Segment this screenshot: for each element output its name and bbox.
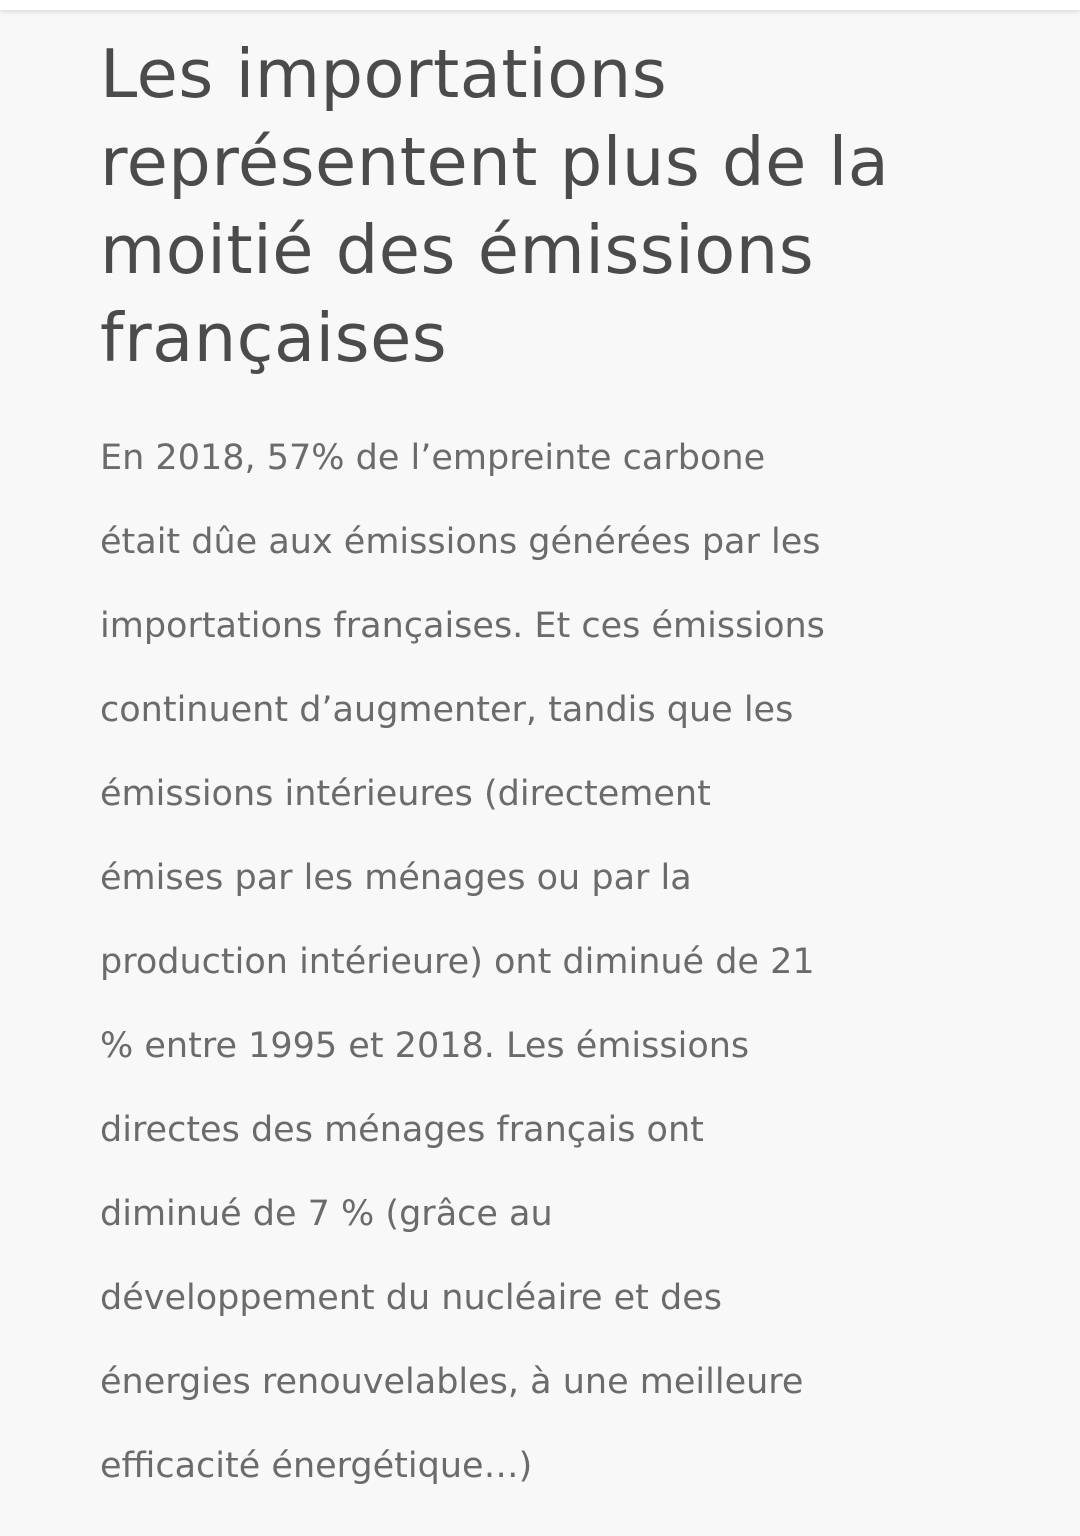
paragraph-line: émises par les ménages ou par la bbox=[100, 858, 692, 898]
paragraph-line: diminué de 7 % (grâce au bbox=[100, 1194, 553, 1234]
title-line: Les importations bbox=[100, 35, 668, 113]
title-line: françaises bbox=[100, 299, 448, 377]
paragraph-line: était dûe aux émissions générées par les bbox=[100, 522, 821, 562]
paragraph-line: En 2018, 57% de l’empreinte carbone bbox=[100, 438, 766, 478]
article-paragraph bbox=[100, 416, 1000, 1508]
paragraph-line: importations françaises. Et ces émissions bbox=[100, 606, 825, 646]
paragraph-line: développement du nucléaire et des bbox=[100, 1278, 722, 1318]
title-line: moitié des émissions bbox=[100, 211, 815, 289]
paragraph-line: directes des ménages français ont bbox=[100, 1110, 704, 1150]
paragraph-line: efficacité énergétique…) bbox=[100, 1446, 533, 1486]
article-title bbox=[100, 30, 1000, 382]
article bbox=[100, 30, 1000, 1508]
title-line: représentent plus de la bbox=[100, 123, 890, 201]
paragraph-line: émissions intérieures (directement bbox=[100, 774, 711, 814]
paragraph-line: continuent d’augmenter, tandis que les bbox=[100, 690, 794, 730]
paragraph-line: énergies renouvelables, à une meilleure bbox=[100, 1362, 804, 1402]
top-bar bbox=[0, 0, 1080, 10]
paragraph-line: % entre 1995 et 2018. Les émissions bbox=[100, 1026, 750, 1066]
paragraph-line: production intérieure) ont diminué de 21 bbox=[100, 942, 815, 982]
